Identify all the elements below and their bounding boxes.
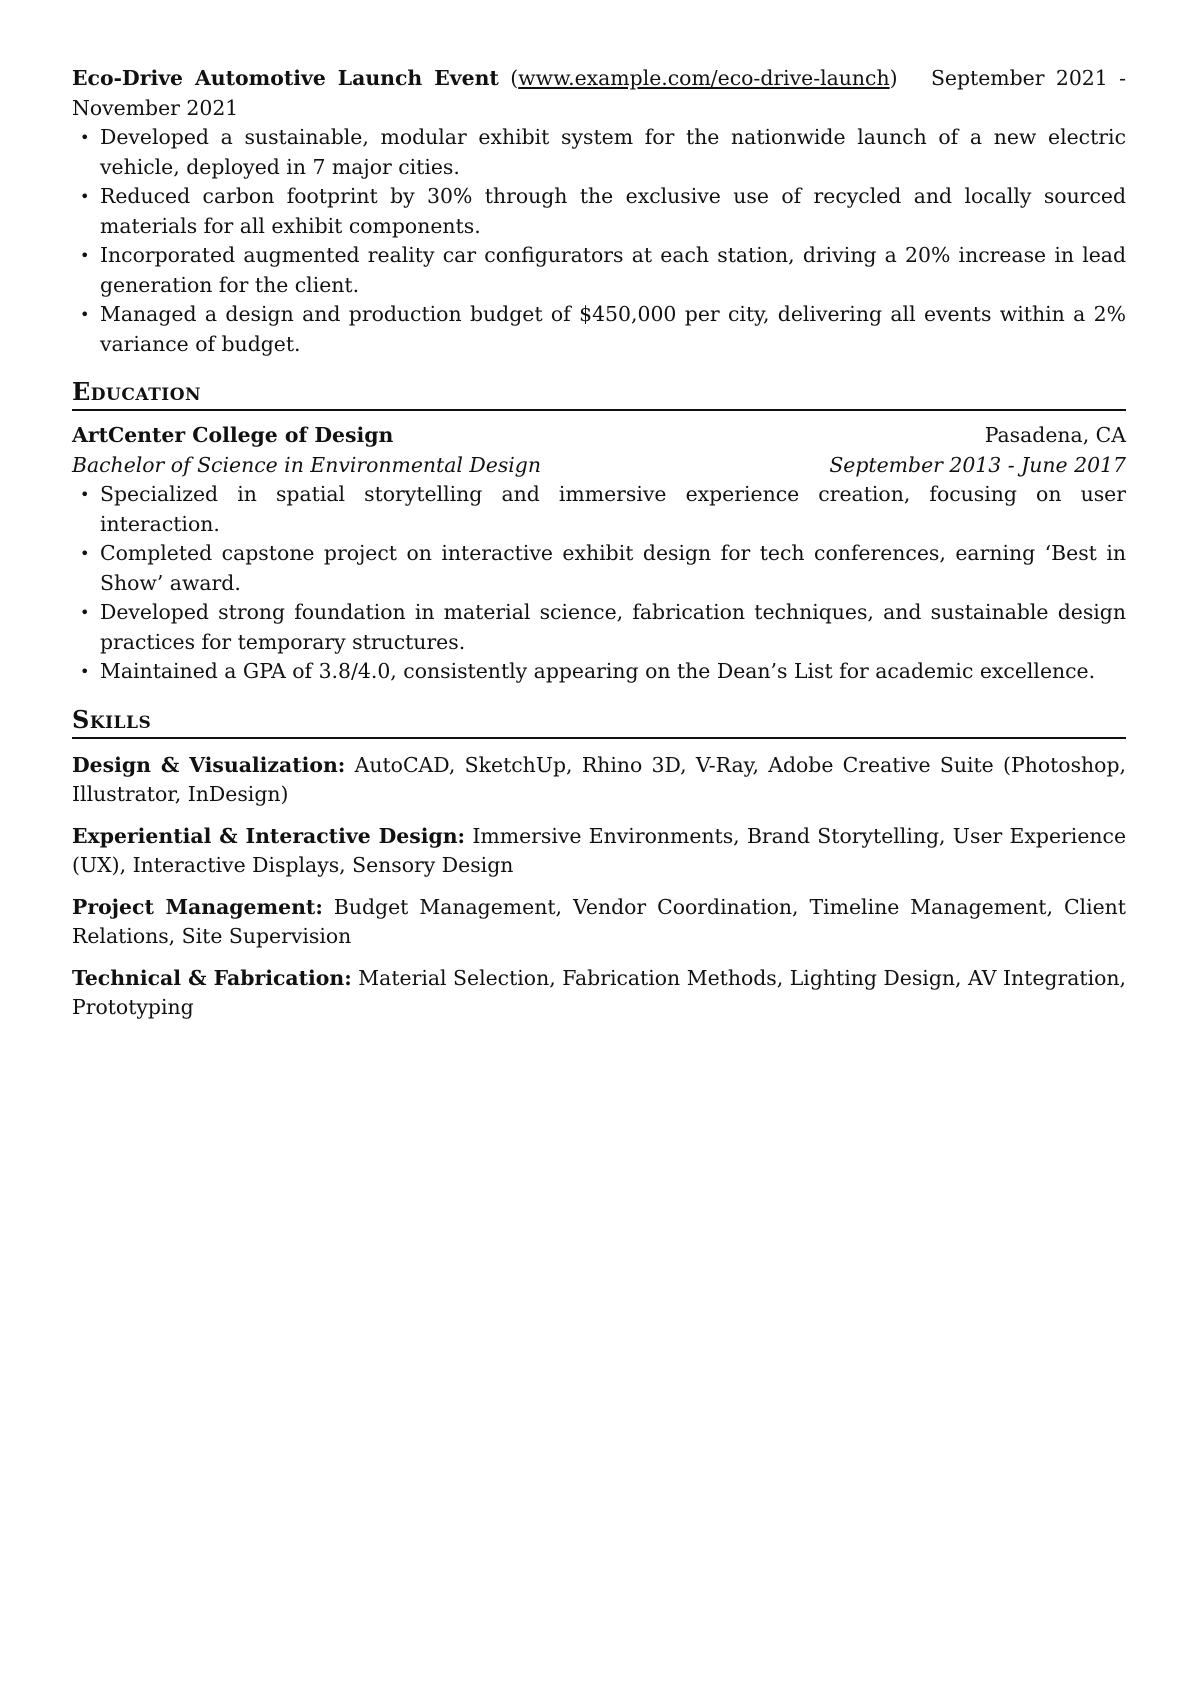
- resume-page: [72, 64, 1126, 1035]
- bullet-icon: •: [80, 544, 90, 563]
- skill-group: [72, 751, 1126, 810]
- bullet-icon: •: [80, 485, 90, 504]
- education-heading: Education: [72, 359, 1126, 411]
- list-item: [72, 598, 1126, 657]
- education-dates: September 2013 - June 2017: [829, 452, 1126, 477]
- bullet-text: Managed a design and production budget of $450,000 per city, delivering all events within a 2% variance of budget.: [100, 302, 1126, 356]
- list-item: [72, 123, 1126, 182]
- project-link[interactable]: www.example.com/eco-drive-launch: [518, 66, 890, 90]
- skills-list: [72, 739, 1126, 1023]
- bullet-text: Completed capstone project on interactive exhibit design for tech conferences, earning ‘Best in Show’ award.: [100, 541, 1126, 595]
- bullet-text: Incorporated augmented reality car configurators at each station, driving a 20% increase in lead generation for the client.: [100, 243, 1126, 297]
- skill-items: AutoCAD, SketchUp, Rhino 3D, V-Ray, Adobe Creative Suite (Photoshop, Illustrator, InDesign): [72, 752, 1126, 806]
- skills-heading: Skills: [72, 687, 1126, 739]
- education-row-1: [72, 421, 1126, 451]
- bullet-icon: •: [80, 187, 90, 206]
- bullet-icon: •: [80, 662, 90, 681]
- education-row-2: [72, 451, 1126, 481]
- project-link-open: (: [510, 66, 519, 90]
- bullet-icon: •: [80, 246, 90, 265]
- school-name: ArtCenter College of Design: [72, 423, 394, 447]
- education-entry: [72, 411, 1126, 687]
- project-title: Eco-Drive Automotive Launch Event: [72, 66, 499, 90]
- project-dates: September 2021 - November 2021: [72, 66, 1126, 120]
- list-item: [72, 241, 1126, 300]
- list-item: [72, 182, 1126, 241]
- skill-label: Project Management:: [72, 894, 323, 919]
- skill-label: Technical & Fabrication:: [72, 965, 352, 990]
- bullet-icon: •: [80, 603, 90, 622]
- list-item: [72, 480, 1126, 539]
- bullet-text: Reduced carbon footprint by 30% through the exclusive use of recycled and locally sourced materials for all exhibit components.: [100, 184, 1126, 238]
- skill-label: Design & Visualization:: [72, 752, 346, 777]
- skill-group: [72, 893, 1126, 952]
- skill-items: Immersive Environments, Brand Storytelling, User Experience (UX), Interactive Displays, Sensory Design: [72, 823, 1127, 877]
- bullet-icon: •: [80, 305, 90, 324]
- skill-label: Experiential & Interactive Design:: [72, 823, 466, 848]
- project-header: [72, 64, 1126, 123]
- project-bullets: [72, 123, 1126, 359]
- list-item: [72, 539, 1126, 598]
- bullet-icon: •: [80, 128, 90, 147]
- bullet-text: Developed strong foundation in material science, fabrication techniques, and sustainable design practices for temporary structures.: [100, 600, 1126, 654]
- school-location: Pasadena, CA: [984, 423, 1126, 447]
- bullet-text: Maintained a GPA of 3.8/4.0, consistently appearing on the Dean’s List for academic excellence.: [100, 659, 1096, 683]
- degree: Bachelor of Science in Environmental Design: [72, 452, 541, 477]
- skill-group: [72, 964, 1126, 1023]
- bullet-text: Specialized in spatial storytelling and immersive experience creation, focusing on user interaction.: [100, 482, 1126, 536]
- education-bullets: [72, 480, 1126, 687]
- skill-group: [72, 822, 1126, 881]
- project-link-close: ): [889, 66, 898, 90]
- bullet-text: Developed a sustainable, modular exhibit system for the nationwide launch of a new electric vehicle, deployed in 7 major cities.: [100, 125, 1126, 179]
- list-item: [72, 300, 1126, 359]
- skill-items: Budget Management, Vendor Coordination, Timeline Management, Client Relations, Site Supervision: [72, 894, 1126, 948]
- skill-items: Material Selection, Fabrication Methods, Lighting Design, AV Integration, Prototyping: [72, 965, 1126, 1019]
- list-item: [72, 657, 1126, 687]
